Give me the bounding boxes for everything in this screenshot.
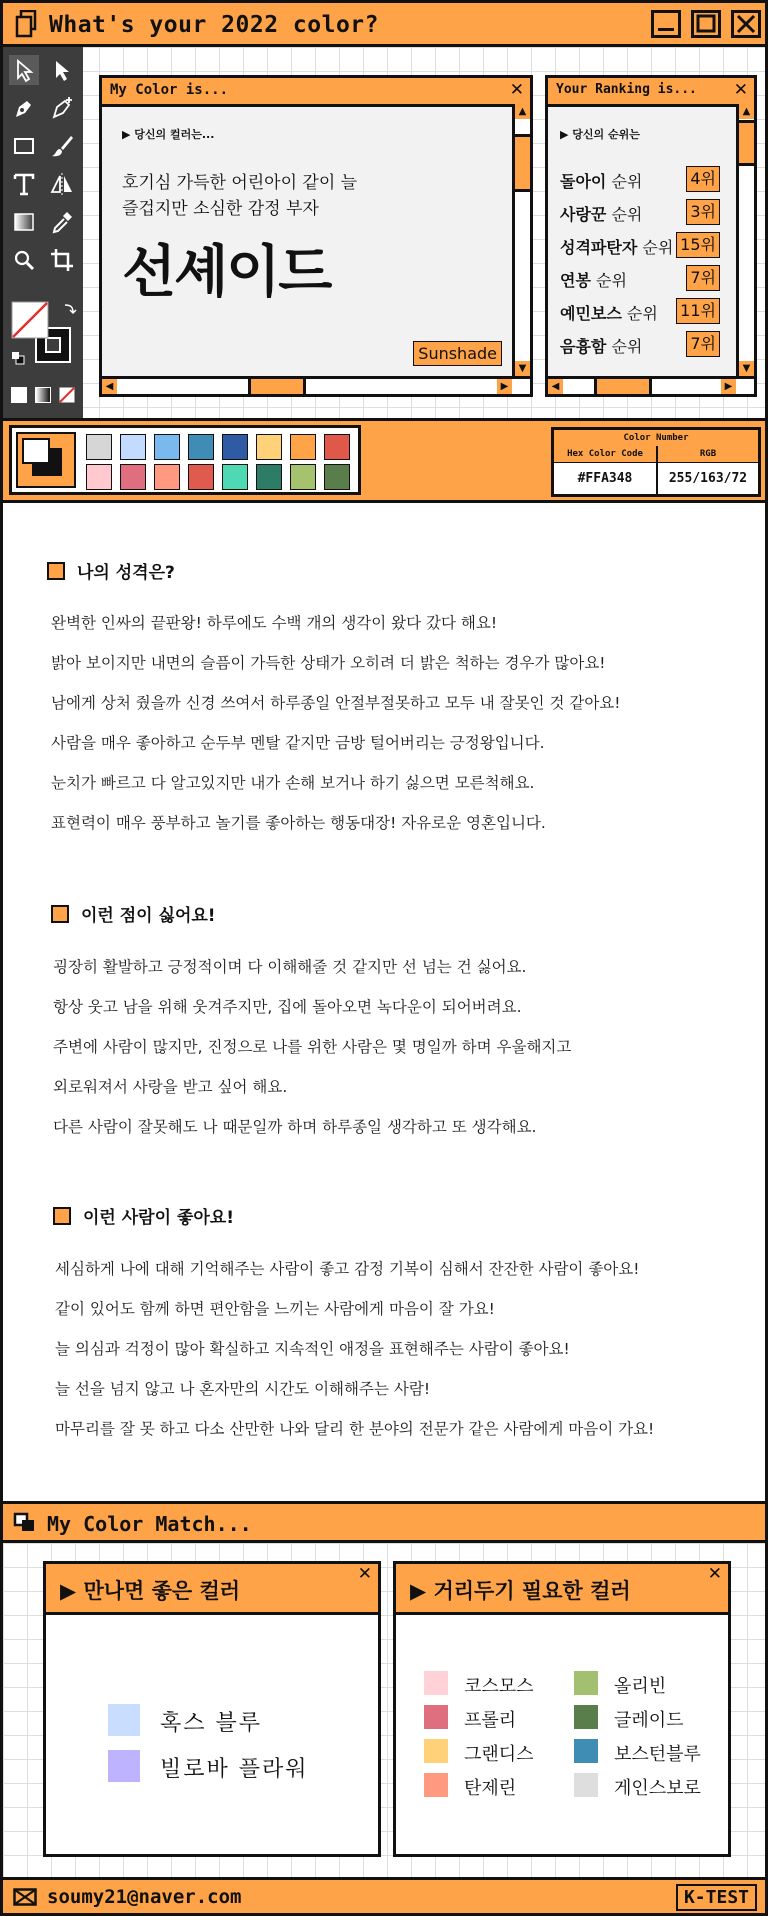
ranking-row <box>560 265 720 291</box>
color-chip <box>424 1739 448 1763</box>
color-chip-label: 보스턴블루 <box>614 1744 701 1765</box>
stroke-indicator <box>22 438 50 464</box>
bullet-square-icon <box>51 905 69 923</box>
rectangle-tool[interactable] <box>9 131 39 161</box>
personality-heading: 나의 성격은? <box>47 558 175 583</box>
ranking-value: 4위 <box>686 166 720 192</box>
color-swatch[interactable] <box>86 434 112 460</box>
select-tool[interactable] <box>9 55 39 85</box>
color-chip-label: 올리빈 <box>614 1676 667 1697</box>
scroll-thumb[interactable] <box>594 379 652 394</box>
ranking-name: 음흉함 순위 <box>560 337 643 356</box>
ranking-name: 돌아이 순위 <box>560 172 643 191</box>
text-t-icon <box>9 169 39 199</box>
reflect-tool[interactable] <box>47 169 77 199</box>
zoom-tool[interactable] <box>9 245 39 275</box>
add-anchor-tool[interactable] <box>47 93 77 123</box>
color-swatch[interactable] <box>154 434 180 460</box>
dislikes-line: 항상 웃고 남을 위해 웃겨주지만, 집에 돌아오면 녹다운이 되어버려요. <box>53 998 522 1016</box>
window-header <box>396 1564 728 1615</box>
color-swatch[interactable] <box>290 434 316 460</box>
ranking-panel <box>545 75 757 397</box>
bad-colors-window <box>393 1561 731 1857</box>
english-color-tag: Sunshade <box>413 341 502 366</box>
ranking-row <box>560 331 720 357</box>
color-chip-label: 빌로바 플라워 <box>160 1757 309 1782</box>
color-swatch[interactable] <box>324 464 350 490</box>
brand-badge[interactable]: K-TEST <box>676 1884 757 1911</box>
dislikes-line: 외로워져서 사랑을 받고 싶어 해요. <box>53 1078 288 1096</box>
color-swatch[interactable] <box>222 434 248 460</box>
app-title: What's your 2022 color? <box>49 12 379 38</box>
color-swatch[interactable] <box>86 464 112 490</box>
color-description <box>122 170 422 222</box>
likes-line: 세심하게 나에 대해 기억해주는 사람이 좋고 감정 기복이 심해서 잔잔한 사람이 좋아요! <box>55 1260 640 1278</box>
none-mode-button[interactable] <box>59 387 75 403</box>
color-match-bar <box>3 1501 765 1543</box>
ranking-name: 연봉 순위 <box>560 271 627 290</box>
my-color-panel <box>99 75 533 397</box>
scroll-left-icon[interactable]: ◀ <box>102 379 117 394</box>
color-chip <box>424 1705 448 1729</box>
swatch-panel <box>9 425 361 495</box>
gradient-tool[interactable] <box>9 207 39 237</box>
ranking-value: 7위 <box>686 331 720 357</box>
panel-header <box>548 78 754 107</box>
main-color-swatch[interactable] <box>16 432 76 488</box>
ranking-value: 15위 <box>676 232 720 258</box>
scroll-right-icon[interactable]: ▶ <box>721 379 736 394</box>
stroke-inner <box>45 337 61 353</box>
color-swatch[interactable] <box>154 464 180 490</box>
color-chip <box>574 1705 598 1729</box>
color-swatch[interactable] <box>256 464 282 490</box>
ranking-row <box>560 232 720 258</box>
good-colors-window <box>43 1561 381 1857</box>
personality-line: 남에게 상처 줬을까 신경 쓰여서 하루종일 안절부절못하고 모두 내 잘못인 것 같아요! <box>51 694 621 712</box>
scroll-right-icon[interactable]: ▶ <box>497 379 512 394</box>
none-fill-swatch[interactable] <box>11 301 49 339</box>
panel-header <box>102 78 530 107</box>
scroll-up-icon[interactable]: ▲ <box>515 104 530 119</box>
eyedropper-icon <box>47 207 77 237</box>
color-swatch[interactable] <box>222 464 248 490</box>
panel-close-icon[interactable]: ✕ <box>733 80 748 100</box>
color-chip <box>424 1671 448 1695</box>
eyedropper-tool[interactable] <box>47 207 77 237</box>
ranking-value: 3위 <box>686 199 720 225</box>
vertical-scrollbar[interactable] <box>512 104 530 376</box>
vertical-scrollbar[interactable] <box>736 104 754 376</box>
pen-tool[interactable] <box>9 93 39 123</box>
ranking-name: 사랑꾼 순위 <box>560 205 643 224</box>
color-name: 선셰이드 <box>122 240 331 305</box>
fill-stroke-swatches[interactable] <box>11 301 77 365</box>
color-chip <box>574 1773 598 1797</box>
workspace <box>3 47 765 421</box>
color-chip-label: 프롤리 <box>464 1710 517 1731</box>
gradient-mode-button[interactable] <box>35 387 51 403</box>
document-icon <box>15 10 37 38</box>
personality-line: 표현력이 매우 풍부하고 놀기를 좋아하는 행동대장! 자유로운 영혼입니다. <box>51 814 546 832</box>
color-swatch[interactable] <box>256 434 282 460</box>
footer-bar <box>3 1877 765 1913</box>
gradient-icon <box>9 207 39 237</box>
maximize-icon <box>694 13 718 35</box>
brush-icon <box>47 131 77 161</box>
title-bar <box>3 3 765 47</box>
scroll-down-icon[interactable]: ▼ <box>739 361 754 376</box>
scroll-up-icon[interactable]: ▲ <box>739 104 754 119</box>
description-line-2: 즐겁지만 소심한 감정 부자 <box>122 199 319 219</box>
direct-select-tool[interactable] <box>47 55 77 85</box>
personality-line: 눈치가 빠르고 다 알고있지만 내가 손해 보거나 하기 싫으면 모른척해요. <box>51 774 535 792</box>
ranking-value: 7위 <box>686 265 720 291</box>
color-number-table <box>551 427 761 497</box>
rgb-value: 255/163/72 <box>668 471 748 486</box>
ranking-label: ▶ 당신의 순위는 <box>560 128 640 141</box>
mode-buttons <box>11 387 77 403</box>
color-swatch[interactable] <box>120 464 146 490</box>
bullet-square-icon <box>47 562 65 580</box>
reflect-icon <box>47 169 77 199</box>
color-chip <box>574 1671 598 1695</box>
color-chip <box>424 1773 448 1797</box>
likes-line: 늘 의심과 걱정이 많아 확실하고 지속적인 애정을 표현해주는 사람이 좋아요! <box>55 1340 570 1358</box>
color-chip-label: 글레이드 <box>614 1710 684 1731</box>
color-chip-label: 게인스보로 <box>614 1778 701 1799</box>
window-close-icon[interactable]: ✕ <box>357 1564 372 1584</box>
dislikes-heading: 이런 점이 싫어요! <box>51 901 216 926</box>
hex-label: Hex Color Code <box>554 446 658 463</box>
contact-email[interactable]: soumy21@naver.com <box>47 1886 242 1908</box>
likes-line: 마무리를 잘 못 하고 다소 산만한 나와 달리 한 분야의 전문가 같은 사람에게 마음이 가요! <box>55 1420 655 1438</box>
color-swatch[interactable] <box>290 464 316 490</box>
panel-title: My Color is... <box>110 82 229 98</box>
personality-line: 밝아 보이지만 내면의 슬픔이 가득한 상태가 오히려 더 밝은 척하는 경우가 많아요! <box>51 654 606 672</box>
color-chip <box>574 1739 598 1763</box>
color-match-area <box>3 1543 765 1877</box>
scroll-left-icon[interactable]: ◀ <box>548 379 563 394</box>
color-chip <box>108 1750 140 1782</box>
description-line-1: 호기심 가득한 어린아이 같이 늘 <box>122 173 358 193</box>
layers-icon <box>13 1512 37 1534</box>
rgb-label: RGB <box>658 446 758 463</box>
tool-palette <box>3 47 83 418</box>
color-swatch[interactable] <box>120 434 146 460</box>
ranking-name: 예민보스 순위 <box>560 304 658 323</box>
hex-value: #FFA348 <box>554 463 658 494</box>
minimize-icon <box>654 13 678 35</box>
rectangle-icon <box>9 131 39 161</box>
color-chip <box>108 1704 140 1736</box>
color-label: ▶ 당신의 컬러는... <box>122 128 215 141</box>
window-header <box>46 1564 378 1615</box>
solid-arrow-icon <box>47 55 77 85</box>
type-tool[interactable] <box>9 169 39 199</box>
color-chip-label: 그랜디스 <box>464 1744 534 1765</box>
swap-arrow-icon[interactable] <box>63 301 77 315</box>
dislikes-line: 굉장히 활발하고 긍정적이며 다 이해해줄 것 같지만 선 넘는 건 싫어요. <box>53 958 527 976</box>
crop-tool[interactable] <box>47 245 77 275</box>
mail-icon <box>13 1888 37 1906</box>
good-colors-title: ▶ 만나면 좋은 컬러 <box>60 1579 241 1603</box>
ranking-row <box>560 166 720 192</box>
horizontal-scrollbar[interactable] <box>102 376 530 394</box>
close-button[interactable] <box>731 10 761 38</box>
bad-colors-title: ▶ 거리두기 필요한 컬러 <box>410 1579 631 1603</box>
crop-icon <box>47 245 77 275</box>
panel-title: Your Ranking is... <box>556 82 697 97</box>
close-icon <box>734 13 758 35</box>
maximize-button[interactable] <box>691 10 721 38</box>
arrow-pointer-icon <box>9 55 39 85</box>
color-match-title: My Color Match... <box>47 1512 252 1536</box>
window-close-icon[interactable]: ✕ <box>707 1564 722 1584</box>
horizontal-scrollbar[interactable] <box>548 376 754 394</box>
color-swatch[interactable] <box>188 464 214 490</box>
minimize-button[interactable] <box>651 10 681 38</box>
default-colors-icon[interactable] <box>11 351 25 365</box>
likes-line: 늘 선을 넘지 않고 나 혼자만의 시간도 이해해주는 사람! <box>55 1380 431 1398</box>
pen-plus-icon <box>47 93 77 123</box>
scroll-thumb[interactable] <box>739 120 754 166</box>
color-swatch[interactable] <box>188 434 214 460</box>
color-chip-label: 코스모스 <box>464 1676 534 1697</box>
ranking-name: 성격파탄자 순위 <box>560 238 674 257</box>
brush-tool[interactable] <box>47 131 77 161</box>
personality-line: 사람을 매우 좋아하고 순두부 멘탈 같지만 금방 털어버리는 긍정왕입니다. <box>51 734 545 752</box>
dislikes-line: 주변에 사람이 많지만, 진정으로 나를 위한 사람은 몇 명일까 하며 우울해지고 <box>53 1038 572 1056</box>
dislikes-line: 다른 사람이 잘못해도 나 때문일까 하며 하루종일 생각하고 또 생각해요. <box>53 1118 537 1136</box>
color-chip-label: 혹스 블루 <box>160 1711 263 1736</box>
ranking-row <box>560 298 720 324</box>
color-mode-button[interactable] <box>11 387 27 403</box>
panel-close-icon[interactable]: ✕ <box>509 80 524 100</box>
likes-line: 같이 있어도 함께 하면 편안함을 느끼는 사람에게 마음이 잘 가요! <box>55 1300 495 1318</box>
color-swatch[interactable] <box>324 434 350 460</box>
likes-heading: 이런 사람이 좋아요! <box>53 1203 234 1228</box>
scroll-down-icon[interactable]: ▼ <box>515 361 530 376</box>
color-number-header: Color Number <box>554 430 758 447</box>
scroll-thumb[interactable] <box>515 134 530 192</box>
bullet-square-icon <box>53 1207 71 1225</box>
scroll-thumb[interactable] <box>248 379 306 394</box>
ranking-row <box>560 199 720 225</box>
pen-icon <box>9 93 39 123</box>
color-chip-label: 탄제린 <box>464 1778 517 1799</box>
palette-bar <box>3 421 765 503</box>
personality-line: 완벽한 인싸의 끝판왕! 하루에도 수백 개의 생각이 왔다 갔다 해요! <box>51 614 498 632</box>
ranking-value: 11위 <box>676 298 720 324</box>
magnifier-icon <box>9 245 39 275</box>
